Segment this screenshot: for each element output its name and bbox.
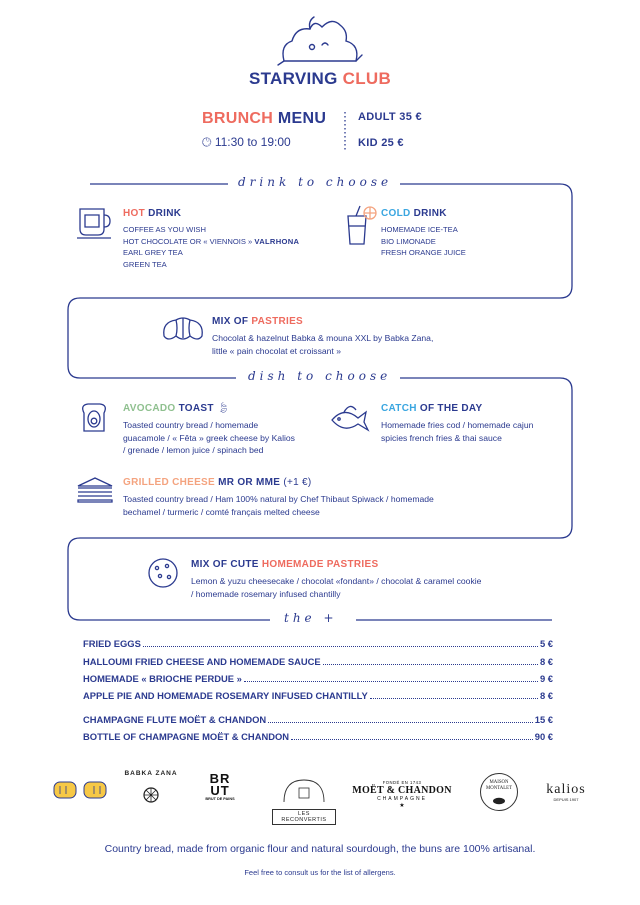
moet-sub-text: CHAMPAGNE (377, 796, 427, 802)
croissant-icon (160, 314, 206, 344)
fist-bump-logo (52, 778, 108, 802)
cute-title (191, 559, 378, 570)
grilled-title-part1: GRILLED CHEESE (123, 477, 215, 488)
brut-logo (204, 773, 236, 801)
menu-title-part1: BRUNCH (202, 110, 274, 127)
extra-name: CHAMPAGNE FLUTE MOËT & CHANDON (83, 714, 267, 725)
moet-logo (352, 780, 452, 809)
hot-drink-title-part2: DRINK (148, 208, 182, 219)
pastries-description (212, 332, 433, 357)
reconvertis-text: LES RECONVERTIS (272, 809, 336, 825)
extra-row (83, 731, 553, 742)
pig-icon (492, 797, 506, 805)
cold-drink-title (381, 208, 447, 219)
kalios-text: kalios (546, 782, 586, 797)
list-item: HOT CHOCOLATE OR « VIENNOIS » VALRHONA (123, 236, 300, 246)
leaf-icon: 🍃︎ (216, 403, 230, 414)
description-line: Lemon & yuzu cheesecake / chocolat «fondant» / chocolat & caramel cookie (191, 576, 482, 586)
avocado-title (123, 403, 230, 414)
brut-text: BRUT (209, 771, 231, 798)
cold-drink-title-part2: DRINK (413, 208, 447, 219)
drink-section-heading: drink to choose (230, 175, 400, 189)
babka-zana-text: BABKA ZANA (124, 770, 178, 777)
dish-section-heading: dish to choose (240, 369, 399, 383)
menu-title-part2: MENU (277, 110, 327, 127)
extra-row (83, 673, 553, 684)
moet-text: MOËT & CHANDON (352, 785, 452, 796)
fish-icon (330, 400, 370, 434)
pastries-title-part2: PASTRIES (251, 316, 304, 327)
catch-title (381, 403, 483, 414)
cold-glass-icon (342, 204, 378, 248)
clock-icon: 🕑︎ (202, 135, 212, 149)
extra-name: HOMEMADE « BRIOCHE PERDUE » (83, 673, 242, 684)
footer-note: Feel free to consult us for the list of allergens. (244, 868, 396, 877)
extra-name: HALLOUMI FRIED CHEESE AND HOMEMADE SAUCE (83, 656, 321, 667)
extra-name: BOTTLE OF CHAMPAGNE MOËT & CHANDON (83, 731, 290, 742)
extra-row (83, 638, 553, 649)
reconvertis-emblem (272, 776, 336, 804)
list-item: FRESH ORANGE JUICE (381, 248, 466, 258)
brut-sub-text: BRUT DE PAINS (205, 797, 235, 801)
avocado-title-part1: AVOCADO (123, 403, 176, 414)
extra-price: 8 € (539, 656, 553, 667)
maison-montalet-logo (480, 773, 518, 811)
list-item: BIO LIMONADE (381, 236, 436, 246)
reconvertis-logo (272, 776, 336, 823)
cute-description (191, 575, 481, 600)
description-line: bechamel / turmeric / comté français melted cheese (123, 506, 320, 517)
extra-price: 90 € (534, 731, 553, 742)
mascot-logo (270, 15, 370, 70)
hot-drink-title-part1: HOT (123, 208, 146, 219)
description-line: / homemade rosemary infused chantilly (191, 588, 341, 599)
avocado-title-part2: TOAST (178, 403, 214, 414)
grilled-extra-price: (+1 €) (283, 477, 312, 488)
list-item: EARL GREY TEA (123, 248, 183, 258)
kalios-sub-text: DEPUIS 1907 (553, 797, 579, 802)
extra-price: 9 € (539, 673, 553, 684)
extra-price: 8 € (539, 690, 553, 701)
description-line: Toasted country bread / homemade (123, 420, 259, 430)
maison-montalet-text: MAISON MONTALET (486, 780, 512, 791)
babka-zana-emblem (128, 772, 174, 818)
catch-description (381, 419, 533, 444)
hot-cup-icon (76, 207, 114, 241)
menu-hours-line (202, 135, 291, 150)
list-item: COFFEE AS YOU WISH (123, 225, 206, 234)
babka-zana-logo (124, 770, 178, 818)
menu-title (202, 110, 326, 128)
catch-title-part2: OF THE DAY (419, 403, 483, 414)
extra-name: FRIED EGGS (83, 638, 141, 649)
adult-price: ADULT 35 € (358, 111, 422, 123)
moet-top-text: FONDÉ EN 1743 (382, 780, 422, 785)
description-line: Chocolat & hazelnut Babka & mouna XXL by Babka Zana, (212, 333, 434, 343)
menu-hours: 11:30 to 19:00 (214, 135, 291, 149)
description-line: / grenade / lemon juice / spinach bed (123, 445, 264, 455)
hot-drink-title (123, 208, 181, 219)
cute-title-part1: MIX OF CUTE (191, 559, 259, 570)
list-item: HOMEMADE ICE-TEA (381, 225, 458, 234)
list-item: GREEN TEA (123, 259, 167, 269)
footer-main: Country bread, made from organic flour and natural sourdough, the buns are 100% artisanal. (104, 843, 536, 855)
brand-title (0, 69, 640, 89)
sandwich-icon (76, 476, 114, 504)
grilled-description (123, 493, 434, 518)
plus-section-heading: the + (276, 611, 346, 625)
extra-price: 5 € (539, 638, 553, 649)
extra-row (83, 690, 553, 701)
catch-title-part1: CATCH (381, 403, 417, 414)
pastries-title-part1: MIX OF (212, 316, 249, 327)
description-line: little « pain chocolat et croissant » (212, 345, 341, 356)
valrhona-brand: VALRHONA (254, 236, 300, 246)
pastries-title (212, 316, 303, 327)
description-line: Homemade fries cod / homemade cajun (381, 420, 534, 430)
star-icon: ★ (399, 803, 405, 809)
kalios-logo (540, 783, 592, 802)
cold-drink-list (381, 224, 466, 259)
avocado-toast-icon (78, 401, 110, 433)
extra-row (83, 714, 553, 725)
description-line: spicies french fries & thai sauce (381, 432, 502, 443)
grilled-title-part2: MR OR MME (218, 477, 281, 488)
avocado-description (123, 419, 295, 457)
description-line: Toasted country bread / Ham 100% natural by Chef Thibaut Spiwack / homemade (123, 494, 434, 504)
cute-title-part2: HOMEMADE PASTRIES (261, 559, 379, 570)
brand-name-part2: CLUB (342, 69, 392, 88)
kid-price: KID 25 € (358, 137, 404, 149)
extra-price: 15 € (534, 714, 553, 725)
extra-name: APPLE PIE AND HOMEMADE ROSEMARY INFUSED CHANTILLY (83, 690, 368, 701)
grilled-title (123, 477, 312, 488)
hot-drink-list (123, 224, 299, 270)
description-line: guacamole / « Fêta » greek cheese by Kalios (123, 432, 295, 443)
cookie-icon (146, 556, 180, 590)
cold-drink-title-part1: COLD (381, 208, 411, 219)
extra-row (83, 656, 553, 667)
brand-name-part1: STARVING (248, 69, 338, 88)
